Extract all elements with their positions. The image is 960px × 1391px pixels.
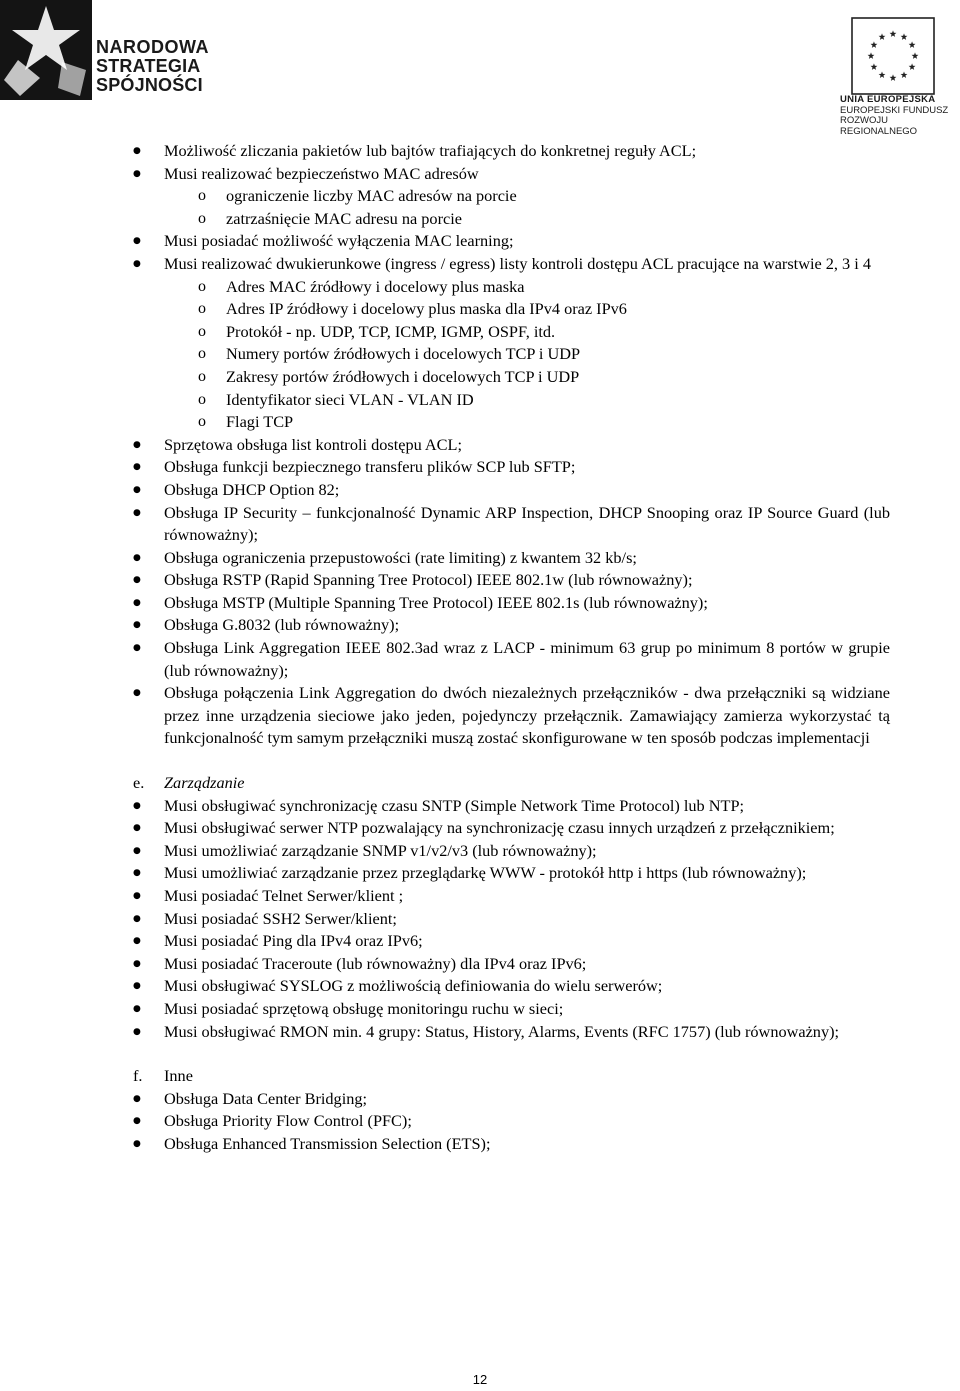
bullet-icon: ● — [133, 1026, 141, 1037]
eu-logo-text — [840, 95, 960, 137]
eu-logo-line2: EUROPEJSKI FUNDUSZ — [840, 104, 949, 116]
list-item — [0, 547, 960, 570]
page-header — [0, 0, 960, 137]
bullet-icon: ● — [133, 597, 141, 608]
section-marker: e. — [133, 773, 145, 793]
bullet-icon: ● — [133, 823, 141, 834]
sub-bullet-marker: o — [198, 390, 206, 408]
eu-logo-line1: UNIA EUROPEJSKA — [840, 94, 936, 105]
list-item — [0, 795, 960, 818]
sub-bullet-marker: o — [198, 322, 206, 340]
document-body — [0, 140, 960, 1156]
bullet-icon: ● — [133, 575, 141, 586]
sub-list-item-text: Flagi TCP — [226, 412, 294, 432]
bullet-icon: ● — [133, 236, 141, 247]
sub-list-item-text: Identyfikator sieci VLAN - VLAN ID — [226, 389, 474, 409]
bullet-icon: ● — [133, 913, 141, 924]
page-number: 12 — [472, 1372, 488, 1387]
bullet-icon: ● — [133, 868, 141, 879]
list-item — [0, 817, 960, 840]
bullet-icon: ● — [133, 552, 141, 563]
section-marker: f. — [133, 1066, 143, 1086]
list-item — [0, 456, 960, 479]
list-item — [0, 1133, 960, 1156]
list-item — [0, 1021, 960, 1044]
bullet-icon: ● — [133, 936, 141, 947]
sub-list-item-text: ograniczenie liczby MAC adresów na porcie — [226, 186, 517, 206]
list-item-text: Musi posiadać Traceroute (lub równoważny) dla IPv4 oraz IPv6; — [164, 953, 587, 973]
section-gap — [0, 750, 960, 772]
list-item-text: Obsługa ograniczenia przepustowości (rate limiting) z kwantem 32 kb/s; — [164, 547, 637, 567]
eu-flag-icon — [851, 17, 935, 95]
sub-list-item-text: Numery portów źródłowych i docelowych TCP i UDP — [226, 344, 581, 364]
bullet-icon: ● — [133, 800, 141, 811]
list-item — [0, 479, 960, 502]
list-item-text: Obsługa połączenia Link Aggregation do dwóch niezależnych przełączników - dwa przełączniki są widziane przez inne urządzenia sieciowe jako jeden, pojedynczy przełącznik. Zamawiający zamierza wykorzystać tą funkcjonalność tym samym przełączniki muszą zostać skonfigurowane w ten sposób podczas implementacji — [164, 683, 890, 748]
list-item-text: Obsługa MSTP (Multiple Spanning Tree Protocol) IEEE 802.1s (lub równoważny); — [164, 592, 708, 612]
sub-bullet-marker: o — [198, 187, 206, 205]
bullet-icon: ● — [133, 484, 141, 495]
section-title: Inne — [164, 1066, 193, 1086]
list-item-text: Obsługa RSTP (Rapid Spanning Tree Protocol) IEEE 802.1w (lub równoważny); — [164, 570, 693, 590]
list-item — [0, 163, 960, 186]
bullet-icon: ● — [133, 981, 141, 992]
sub-list-item-text: zatrzaśnięcie MAC adresu na porcie — [226, 208, 462, 228]
bullet-icon: ● — [133, 462, 141, 473]
list-item — [0, 1088, 960, 1111]
list-item — [0, 908, 960, 931]
list-item — [0, 1110, 960, 1133]
bullet-icon: ● — [133, 1003, 141, 1014]
nss-logo — [0, 0, 300, 100]
list-item — [0, 862, 960, 885]
list-item — [0, 140, 960, 163]
section-title: Zarządzanie — [164, 773, 245, 793]
list-item-text: Obsługa Enhanced Transmission Selection (ETS); — [164, 1133, 491, 1153]
list-item — [0, 569, 960, 592]
sub-bullet-marker: o — [198, 209, 206, 227]
list-item-text: Obsługa G.8032 (lub równoważny); — [164, 615, 400, 635]
list-item-text: Musi posiadać możliwość wyłączenia MAC learning; — [164, 231, 514, 251]
nss-logo-text — [96, 38, 300, 95]
list-item — [0, 592, 960, 615]
list-item-text: Musi obsługiwać RMON min. 4 grupy: Status, History, Alarms, Events (RFC 1757) (lub równoważny); — [164, 1021, 840, 1041]
sub-list-item — [0, 411, 960, 434]
list-item-text: Obsługa DHCP Option 82; — [164, 479, 340, 499]
list-item — [0, 230, 960, 253]
list-item-text: Musi posiadać Ping dla IPv4 oraz IPv6; — [164, 931, 423, 951]
sub-list-item — [0, 208, 960, 231]
eu-logo — [840, 15, 960, 137]
list-item-text: Obsługa Priority Flow Control (PFC); — [164, 1111, 412, 1131]
list-item-text: Możliwość zliczania pakietów lub bajtów trafiających do konkretnej reguły ACL; — [164, 141, 697, 160]
sub-bullet-marker: o — [198, 300, 206, 318]
bullet-icon: ● — [133, 146, 141, 156]
list-item-text: Musi posiadać sprzętową obsługę monitoringu ruchu w sieci; — [164, 998, 564, 1018]
sub-bullet-marker: o — [198, 277, 206, 295]
list-item — [0, 885, 960, 908]
bullet-icon: ● — [133, 643, 141, 654]
bullet-icon: ● — [133, 1093, 141, 1104]
list-item-text: Musi obsługiwać serwer NTP pozwalający na synchronizację czasu innych urządzeń z przełącznikiem; — [164, 818, 835, 838]
list-item-text: Obsługa Data Center Bridging; — [164, 1088, 368, 1108]
sub-list-item-text: Adres IP źródłowy i docelowy plus maska dla IPv4 oraz IPv6 — [226, 299, 627, 319]
nss-logo-line2: STRATEGIA SPÓJNOŚCI — [96, 56, 203, 95]
bullet-icon: ● — [133, 845, 141, 856]
list-item-text: Sprzętowa obsługa list kontroli dostępu ACL; — [164, 434, 463, 454]
list-item-text: Musi realizować bezpieczeństwo MAC adresów — [164, 163, 479, 183]
sub-bullet-marker: o — [198, 367, 206, 385]
list-item-text: Obsługa IP Security – funkcjonalność Dynamic ARP Inspection, DHCP Snooping oraz IP Source Guard (lub równoważny); — [164, 502, 890, 545]
sub-list-item-text: Protokół - np. UDP, TCP, ICMP, IGMP, OSPF, itd. — [226, 321, 556, 341]
list-item — [0, 975, 960, 998]
sub-list-item-text: Adres MAC źródłowy i docelowy plus maska — [226, 276, 525, 296]
sub-list-item — [0, 276, 960, 299]
list-item — [0, 637, 960, 682]
bullet-icon: ● — [133, 1116, 141, 1127]
sub-list-item — [0, 321, 960, 344]
bullet-icon: ● — [133, 620, 141, 631]
list-item — [0, 682, 960, 750]
bullet-icon: ● — [133, 168, 141, 179]
sub-list-item — [0, 298, 960, 321]
list-item — [0, 930, 960, 953]
list-item-text: Musi posiadać SSH2 Serwer/klient; — [164, 908, 397, 928]
list-item-text: Obsługa funkcji bezpiecznego transferu plików SCP lub SFTP; — [164, 457, 576, 477]
section-gap — [0, 1043, 960, 1065]
list-item — [0, 253, 960, 276]
list-item — [0, 840, 960, 863]
bullet-icon: ● — [133, 958, 141, 969]
bullet-icon: ● — [133, 1138, 141, 1149]
list-item — [0, 502, 960, 547]
bullet-icon: ● — [133, 891, 141, 901]
sub-list-item — [0, 185, 960, 208]
sub-list-item — [0, 389, 960, 412]
nss-logo-icon — [0, 0, 92, 100]
section-heading — [0, 1065, 960, 1088]
list-item — [0, 434, 960, 457]
bullet-icon: ● — [133, 507, 141, 518]
sub-list-item — [0, 366, 960, 389]
list-item-text: Musi obsługiwać SYSLOG z możliwością definiowania do wielu serwerów; — [164, 976, 663, 996]
list-item-text: Musi umożliwiać zarządzanie SNMP v1/v2/v3 (lub równoważny); — [164, 840, 597, 860]
list-item — [0, 953, 960, 976]
list-item-text: Obsługa Link Aggregation IEEE 802.3ad wraz z LACP - minimum 63 grup po minimum 8 portów w grupie (lub równoważny); — [164, 638, 890, 680]
nss-logo-line1: NARODOWA — [96, 37, 209, 57]
list-item — [0, 614, 960, 637]
list-item — [0, 998, 960, 1021]
list-item-text: Musi obsługiwać synchronizację czasu SNTP (Simple Network Time Protocol) lub NTP; — [164, 795, 745, 815]
sub-list-item-text: Zakresy portów źródłowych i docelowych TCP i UDP — [226, 366, 580, 386]
sub-bullet-marker: o — [198, 413, 206, 431]
list-item-text: Musi realizować dwukierunkowe (ingress / egress) listy kontroli dostępu ACL pracujące na warstwie 2, 3 i 4 — [164, 253, 872, 273]
bullet-icon: ● — [133, 439, 141, 450]
section-heading — [0, 772, 960, 795]
eu-logo-line3: ROZWOJU REGIONALNEGO — [840, 115, 918, 137]
bullet-icon: ● — [133, 688, 141, 699]
list-item-text: Musi umożliwiać zarządzanie przez przeglądarkę WWW - protokół http i https (lub równoważny); — [164, 863, 807, 883]
list-item-text: Musi posiadać Telnet Serwer/klient ; — [164, 886, 404, 905]
sub-bullet-marker: o — [198, 345, 206, 363]
bullet-icon: ● — [133, 258, 141, 269]
sub-list-item — [0, 343, 960, 366]
